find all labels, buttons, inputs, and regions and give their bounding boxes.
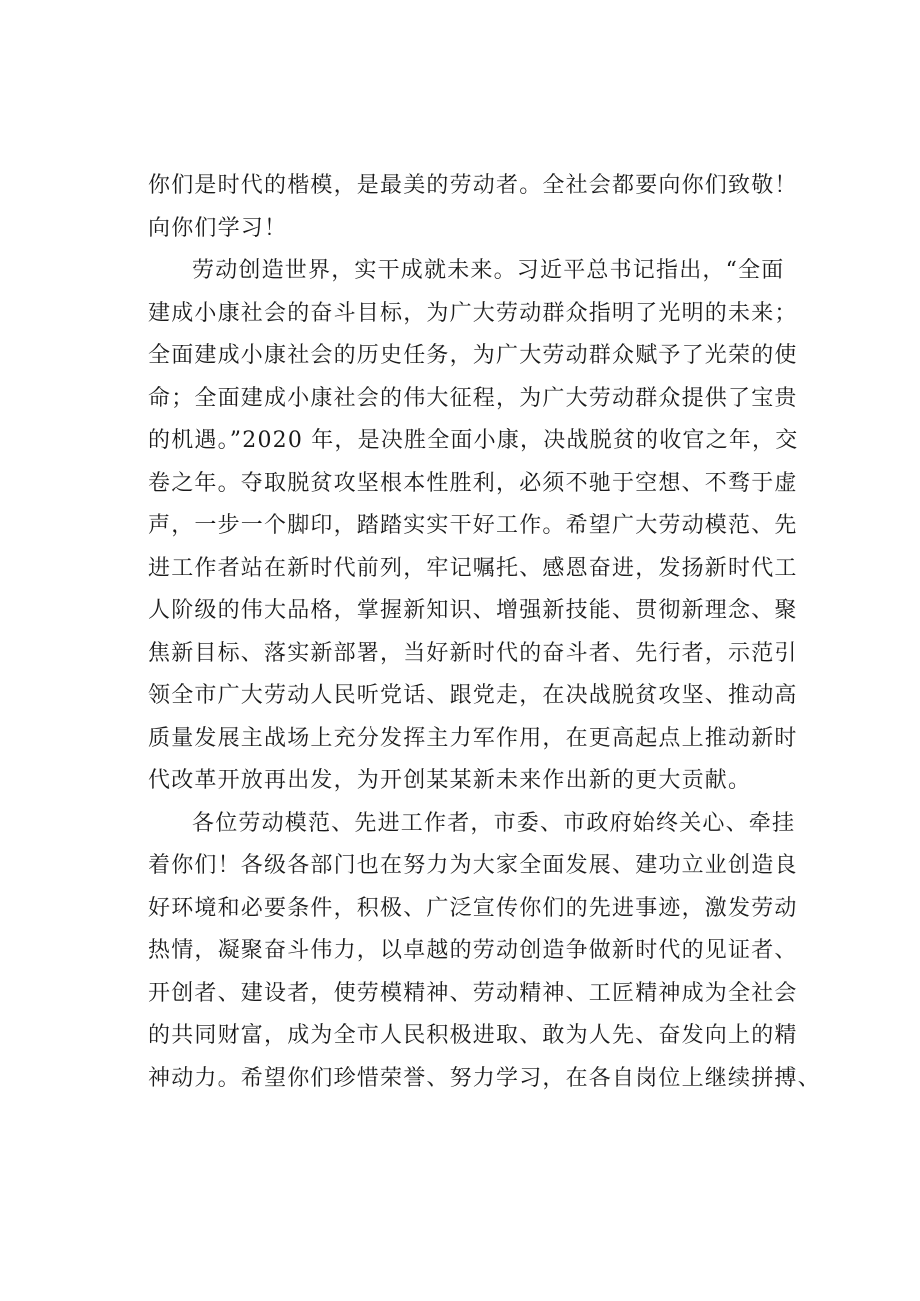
paragraph-line: 劳动创造世界，实干成就未来。习近平总书记指出，“全面 [192, 258, 785, 283]
paragraph [148, 165, 838, 250]
paragraph-line: 焦新目标、落实新部署，当好新时代的奋斗者、先行者，示范引 [148, 640, 798, 666]
paragraph-line: 代改革开放再出发，为开创某某新未来作出新的更大贡献。 [148, 768, 752, 793]
paragraph-line: 人阶级的伟大品格，掌握新知识、增强新技能、贯彻新理念、聚 [148, 598, 798, 623]
paragraph [148, 803, 838, 1101]
paragraph-line: 神动力。希望你们珍惜荣誉、努力学习，在各自岗位上继续拼搏、 [148, 1065, 821, 1091]
paragraph-line: 卷之年。夺取脱贫攻坚根本性胜利，必须不驰于空想、不骛于虚 [148, 470, 798, 496]
paragraph-line: 着你们！各级各部门也在努力为大家全面发展、建功立业创造良 [148, 853, 798, 878]
paragraph-line: 向你们学习！ [148, 215, 288, 241]
paragraph [148, 250, 838, 803]
paragraph-line: 你们是时代的楷模，是最美的劳动者。全社会都要向你们致敬！ [148, 173, 798, 198]
paragraph-line: 质量发展主战场上充分发挥主力军作用，在更高起点上推动新时 [148, 725, 798, 751]
paragraph-line: 声，一步一个脚印，踏踏实实干好工作。希望广大劳动模范、先 [148, 513, 798, 538]
paragraph-line: 建成小康社会的奋斗目标，为广大劳动群众指明了光明的未来； [148, 300, 798, 326]
paragraph-line: 热情，凝聚奋斗伟力，以卓越的劳动创造争做新时代的见证者、 [148, 938, 798, 963]
document-body [148, 165, 838, 1100]
paragraph-line: 进工作者站在新时代前列，牢记嘱托、感恩奋进，发扬新时代工 [148, 555, 798, 581]
paragraph-line: 全面建成小康社会的历史任务，为广大劳动群众赋予了光荣的使 [148, 343, 798, 368]
paragraph-line: 领全市广大劳动人民听党话、跟党走，在决战脱贫攻坚、推动高 [148, 683, 798, 708]
paragraph-line: 各位劳动模范、先进工作者，市委、市政府始终关心、牵挂 [192, 810, 796, 836]
paragraph-line: 的机遇。”2020 年，是决胜全面小康，决战脱贫的收官之年，交 [148, 428, 799, 453]
paragraph-line: 好环境和必要条件，积极、广泛宣传你们的先进事迹，激发劳动 [148, 895, 798, 921]
paragraph-line: 的共同财富，成为全市人民积极进取、敢为人先、奋发向上的精 [148, 1023, 798, 1048]
paragraph-line: 命；全面建成小康社会的伟大征程，为广大劳动群众提供了宝贵 [148, 385, 798, 411]
paragraph-line: 开创者、建设者，使劳模精神、劳动精神、工匠精神成为全社会 [148, 980, 798, 1006]
